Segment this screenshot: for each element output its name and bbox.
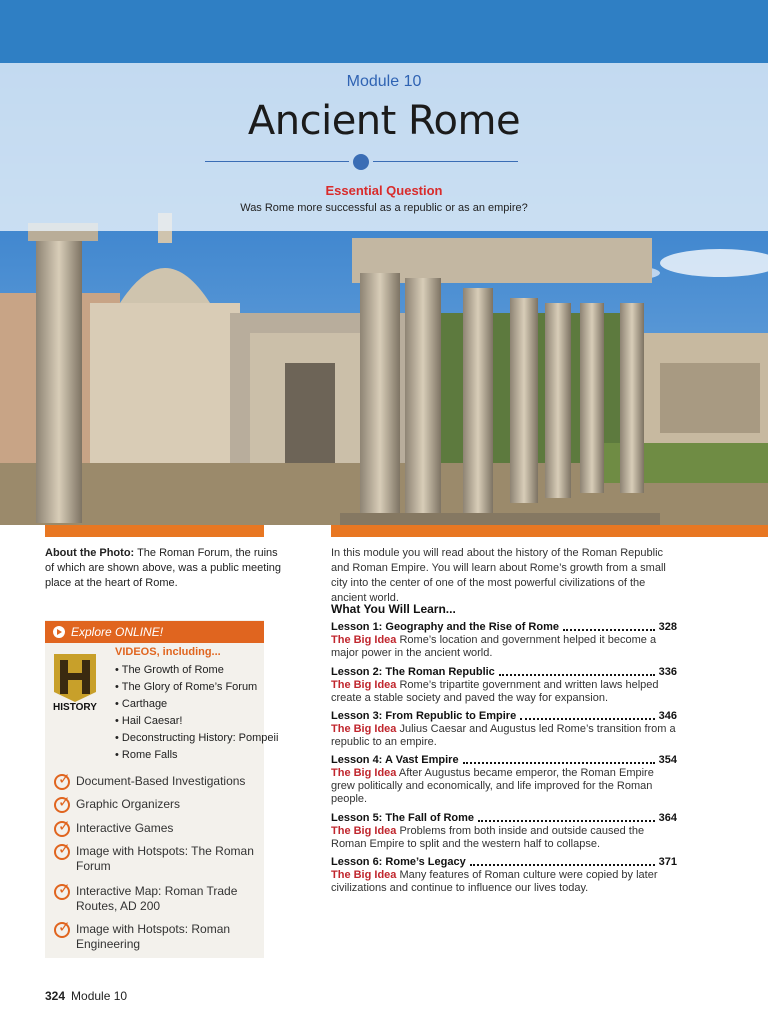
resource-label: Document-Based Investigations — [76, 774, 246, 788]
resource-item[interactable] — [54, 821, 264, 839]
resource-item[interactable] — [54, 797, 264, 815]
big-idea-text: Rome’s tripartite government and written laws helped create a stable society and paved the way for expansion. — [331, 679, 659, 704]
globe-icon — [353, 154, 369, 170]
video-link[interactable]: • Rome Falls — [115, 747, 278, 764]
resource-label: Graphic Organizers — [76, 797, 181, 811]
explore-online-label: Explore ONLINE! — [71, 625, 164, 639]
module-intro: In this module you will read about the history of the Roman Republic and Roman Empire. You will learn about Rome’s growth from a small city into the center of one of the most powerful civilizations of the ancient world. — [331, 547, 666, 604]
resource-label: Interactive Map: Roman Trade Routes, AD 200 — [76, 884, 238, 913]
lesson-entry — [331, 666, 677, 705]
lesson-page: 328 — [658, 621, 677, 633]
lesson-entry — [331, 812, 677, 851]
resource-item[interactable] — [54, 884, 264, 916]
page-number: 324 — [45, 989, 66, 1003]
video-link[interactable]: • Hail Caesar! — [115, 713, 278, 730]
lesson-page: 336 — [658, 666, 677, 678]
lesson-title[interactable]: Lesson 1: Geography and the Rise of Rome — [331, 621, 559, 633]
lesson-page: 371 — [658, 856, 677, 868]
video-link[interactable]: • The Growth of Rome — [115, 662, 278, 679]
leader-dots — [563, 621, 655, 631]
lesson-title[interactable]: Lesson 3: From Republic to Empire — [331, 710, 517, 722]
leader-dots — [463, 754, 655, 764]
what-you-will-learn-heading: What You Will Learn... — [331, 602, 456, 616]
resource-label: Interactive Games — [76, 821, 174, 835]
orange-accent-bar-left — [45, 525, 264, 537]
lesson-entry — [331, 710, 677, 749]
lesson-title[interactable]: Lesson 6: Rome’s Legacy — [331, 856, 466, 868]
resource-label: Image with Hotspots: The Roman Forum — [76, 844, 254, 873]
history-logo — [50, 652, 100, 712]
page-footer — [45, 989, 127, 1003]
big-idea-label: The Big Idea — [331, 869, 397, 881]
photo-caption-text: The Roman Forum, the ruins of which are shown above, was a public meeting place at the heart of Rome. — [45, 547, 282, 589]
leader-dots — [470, 856, 655, 866]
videos-label: VIDEOS, including... — [115, 646, 221, 658]
checkmark-icon — [54, 844, 70, 860]
checkmark-icon — [54, 884, 70, 900]
lesson-title[interactable]: Lesson 2: The Roman Republic — [331, 666, 495, 678]
leader-dots — [499, 666, 655, 676]
lesson-entry — [331, 856, 677, 895]
resource-item[interactable] — [54, 774, 264, 792]
lesson-page: 354 — [658, 754, 677, 766]
page-title: Ancient Rome — [247, 98, 521, 144]
leader-dots — [478, 812, 655, 822]
video-link[interactable]: • Deconstructing History: Pompeii — [115, 730, 278, 747]
big-idea-text: Many features of Roman culture were copied by later civilizations and continue to influence our lives today. — [331, 869, 658, 894]
play-icon — [53, 626, 65, 638]
checkmark-icon — [54, 922, 70, 938]
lesson-entry — [331, 621, 677, 660]
title-rule-right — [373, 161, 518, 162]
big-idea-label: The Big Idea — [331, 825, 397, 837]
lesson-entry — [331, 754, 677, 806]
module-label: Module 10 — [346, 73, 422, 90]
checkmark-icon — [54, 821, 70, 837]
lesson-title[interactable]: Lesson 5: The Fall of Rome — [331, 812, 475, 824]
top-color-bar — [0, 0, 768, 63]
photo-caption — [45, 546, 285, 591]
lesson-title[interactable]: Lesson 4: A Vast Empire — [331, 754, 459, 766]
checkmark-icon — [54, 774, 70, 790]
essential-question: Was Rome more successful as a republic or as an empire? — [240, 202, 528, 214]
footer-module: Module 10 — [71, 989, 128, 1003]
resource-label: Image with Hotspots: Roman Engineering — [76, 922, 231, 951]
videos-list — [115, 662, 278, 764]
lesson-page: 346 — [658, 710, 677, 722]
svg-text:HISTORY: HISTORY — [53, 702, 97, 712]
big-idea-label: The Big Idea — [331, 679, 397, 691]
orange-accent-bar-right — [331, 525, 768, 537]
resource-item[interactable] — [54, 922, 264, 954]
video-link[interactable]: • The Glory of Rome’s Forum — [115, 679, 278, 696]
big-idea-label: The Big Idea — [331, 634, 397, 646]
video-link[interactable]: • Carthage — [115, 696, 278, 713]
big-idea-text: After Augustus became emperor, the Roman Empire grew politically and economically, and life improved for the Roman people. — [331, 767, 654, 805]
lesson-page: 364 — [658, 812, 677, 824]
photo-caption-label: About the Photo: — [45, 547, 135, 559]
big-idea-label: The Big Idea — [331, 767, 397, 779]
big-idea-text: Problems from both inside and outside caused the Roman Empire to split and the western half to collapse. — [331, 825, 645, 850]
checkmark-icon — [54, 797, 70, 813]
big-idea-label: The Big Idea — [331, 723, 397, 735]
big-idea-text: Julius Caesar and Augustus led Rome’s transition from a republic to an empire. — [331, 723, 676, 748]
title-rule-left — [205, 161, 349, 162]
resource-item[interactable] — [54, 844, 264, 876]
essential-question-label: Essential Question — [325, 183, 443, 198]
leader-dots — [520, 710, 654, 720]
explore-online-header[interactable] — [45, 621, 264, 643]
big-idea-text: Rome’s location and government helped it become a major power in the ancient world. — [331, 634, 657, 659]
